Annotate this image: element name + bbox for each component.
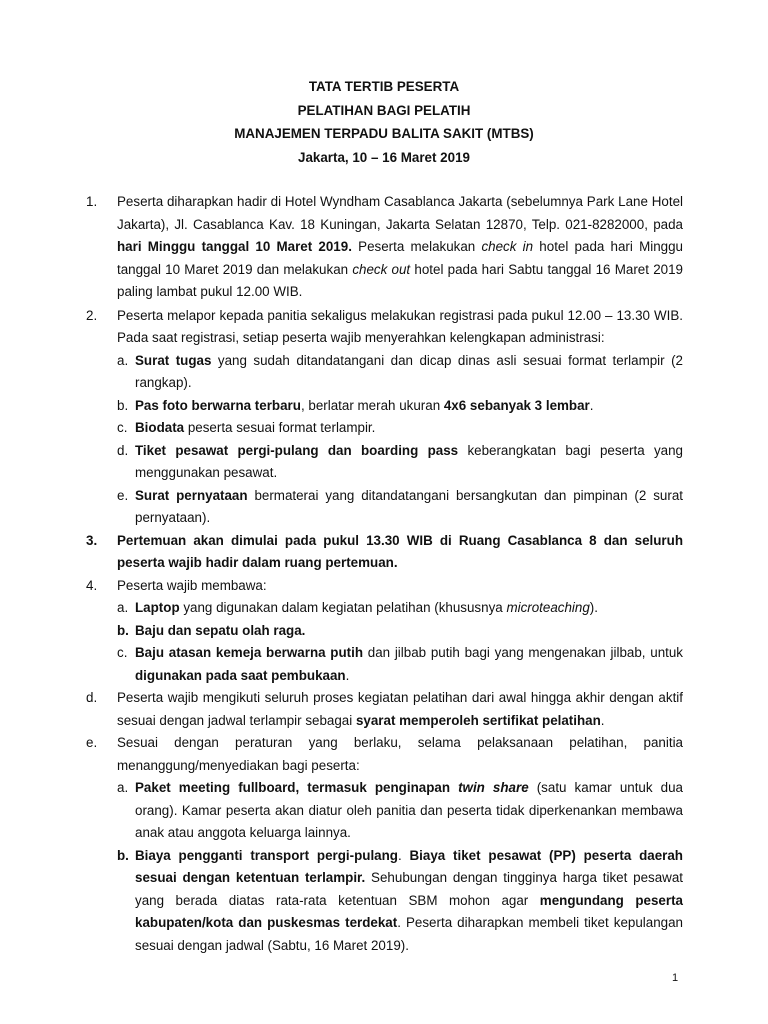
header-program: MANAJEMEN TERPADU BALITA SAKIT (MTBS) [234,126,534,141]
sub-item-text: Biodata peserta sesuai format terlampir. [135,420,376,435]
sub-item-text: Biaya pengganti transport pergi-pulang. Biaya tiket pesawat (PP) peserta daerah sesuai dengan ketentuan terlampir. Sehubungan dengan tingginya harga tiket pesawat yang berada diatas rata-rata ketentuan SBM mohon agar mengundang peserta kabupaten/kota dan puskesmas terdekat. Peserta diharapkan membeli tiket kepulangan sesuai dengan jadwal (Sabtu, 16 Maret 2019). [135,847,683,953]
sub-item-text: Laptop yang digunakan dalam kegiatan pelatihan (khususnya microteaching). [135,600,598,615]
rule-number: 2. [86,307,98,323]
rule-item-2 [86,305,683,350]
rule-text: Peserta melapor kepada panitia sekaligus melakukan registrasi pada pukul 12.00 – 13.30 WIB. Pada saat registrasi, setiap peserta wajib menyerahkan kelengkapan administrasi: [117,307,683,345]
rule-text: Peserta wajib mengikuti seluruh proses kegiatan pelatihan dari awal hingga akhir dengan aktif sesuai dengan jadwal terlampir sebagai syarat memperoleh sertifikat pelatihan. [117,690,683,728]
header-title: TATA TERTIB PESERTA [308,79,460,94]
sub-item-4b: b. Baju dan sepatu olah raga. [117,622,306,638]
sub-item-text: Pas foto berwarna terbaru, berlatar merah ukuran 4x6 sebanyak 3 lembar. [135,397,594,413]
sub-item-4c: c. Baju atasan kemeja berwarna putih dan jilbab putih bagi yang mengenakan jilbab, untuk digunakan pada saat pembukaan. [117,645,684,683]
rule-item-1 [86,191,683,304]
sub-item-ea: a. Paket meeting fullboard, termasuk penginapan twin share (satu kamar untuk dua orang). Kamar peserta akan diatur oleh panitia dan peserta tidak diperkenankan membawa anak atau anggota keluarga lainnya. [117,780,683,840]
sub-item-text: Baju atasan kemeja berwarna putih dan jilbab putih bagi yang mengenakan jilbab, untuk digunakan pada saat pembukaan. [135,645,684,683]
rule-number: 4. [86,577,98,593]
rule-number: d. [86,690,98,705]
rules-list [86,191,683,957]
rule-text: Peserta wajib membawa: [117,577,267,593]
header-subtitle: PELATIHAN BAGI PELATIH [297,102,471,118]
header-place-date: Jakarta, 10 – 16 Maret 2019 [298,149,470,165]
sub-item-2a: a. Surat tugas yang sudah ditandatangani dan dicap dinas asli sesuai format terlampir (2 rangkap). [117,352,683,390]
rule-number: e. [86,735,98,750]
sub-item-text: Tiket pesawat pergi-pulang dan boarding pass keberangkatan bagi peserta yang menggunakan pesawat. [135,442,683,480]
document-header [0,75,768,169]
sub-item-text: Baju dan sepatu olah raga. [135,622,306,638]
sub-item-eb: b. Biaya pengganti transport pergi-pulang. Biaya tiket pesawat (PP) peserta daerah sesuai dengan ketentuan terlampir. Sehubungan dengan tingginya harga tiket pesawat yang berada diatas rata-rata ketentuan SBM mohon agar mengundang peserta kabupaten/kota dan puskesmas terdekat. Peserta diharapkan membeli tiket kepulangan sesuai dengan jadwal (Sabtu, 16 Maret 2019). [117,847,683,953]
sub-item-2e: e. Surat pernyataan bermaterai yang ditandatangani bersangkutan dan pimpinan (2 surat pernyataan). [117,487,683,525]
sub-item-text: Surat pernyataan bermaterai yang ditandatangani bersangkutan dan pimpinan (2 surat pernyataan). [135,487,683,525]
rule-item-4 [86,575,683,598]
sub-item-text: Surat tugas yang sudah ditandatangani dan dicap dinas asli sesuai format terlampir (2 rangkap). [135,352,683,390]
page-number: 1 [672,972,679,984]
rule-text: Sesuai dengan peraturan yang berlaku, selama pelaksanaan pelatihan, panitia menanggung/menyediakan bagi peserta: [117,735,683,773]
rule-text: Peserta diharapkan hadir di Hotel Wyndham Casablanca Jakarta (sebelumnya Park Lane Hotel Jakarta), Jl. Casablanca Kav. 18 Kuningan, Jakarta Selatan 12870, Telp. 021-8282000, pada hari Minggu tanggal 10 Maret 2019. Peserta melakukan check in hotel pada hari Minggu tanggal 10 Maret 2019 dan melakukan check out hotel pada hari Sabtu tanggal 16 Maret 2019 paling lambat pukul 12.00 WIB. [117,194,683,299]
rule-number: 3. [86,532,98,548]
sub-item-2d: d. Tiket pesawat pergi-pulang dan boarding pass keberangkatan bagi peserta yang menggunakan pesawat. [117,442,683,480]
rule-item-d [86,687,683,732]
sub-item-2b: b. Pas foto berwarna terbaru, berlatar merah ukuran 4x6 sebanyak 3 lembar. [117,397,594,413]
rule-item-3 [86,530,683,575]
sub-item-text: Paket meeting fullboard, termasuk penginapan twin share (satu kamar untuk dua orang). Kamar peserta akan diatur oleh panitia dan peserta tidak diperkenankan membawa anak atau anggota keluarga lainnya. [135,780,683,840]
sub-item-4a: a. Laptop yang digunakan dalam kegiatan pelatihan (khususnya microteaching). [117,600,598,615]
rule-text: Pertemuan akan dimulai pada pukul 13.30 WIB di Ruang Casablanca 8 dan seluruh peserta wajib hadir dalam ruang pertemuan. [117,532,683,570]
sub-item-2c: c. Biodata peserta sesuai format terlampir. [117,420,376,435]
rule-number: 1. [86,194,98,209]
rule-item-e [86,732,683,777]
